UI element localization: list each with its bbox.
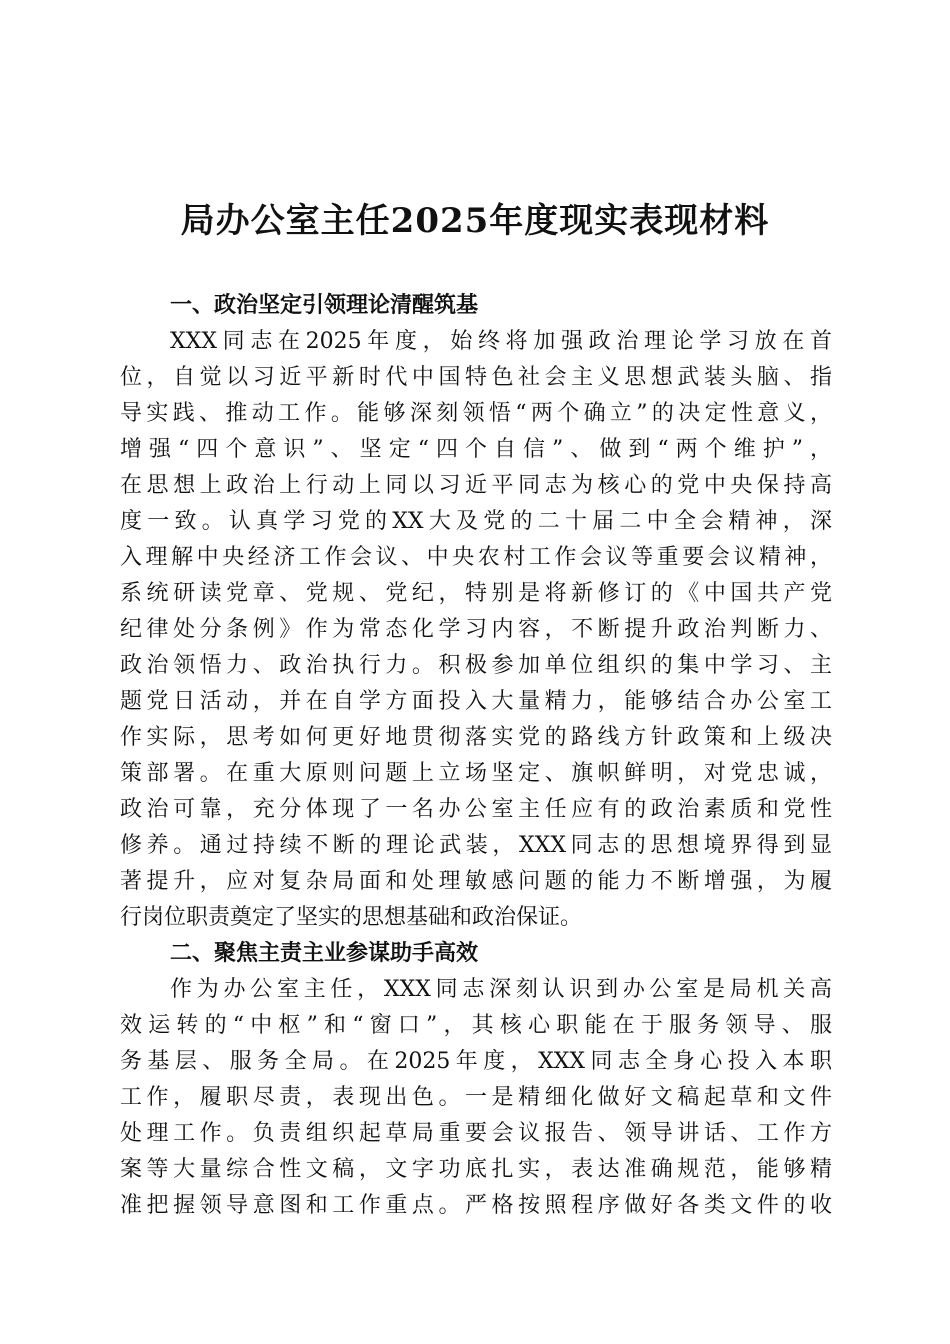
paragraph-line: 著提升，应对复杂局面和处理敏感问题的能力不断增强，为履 [120,869,832,894]
section-heading-duties: 二、聚焦主责主业参谋助手高效 [170,941,479,966]
paragraph-line: 度一致。认真学习党的XX大及党的二十届二中全会精神，深 [120,509,832,534]
document-title: 局办公室主任2025年度现实表现材料 [180,201,770,241]
section-paragraph-duties [120,972,832,1224]
paragraph-line: 策部署。在重大原则问题上立场坚定、旗帜鲜明，对党忠诚， [120,761,832,786]
paragraph-line: XXX同志在2025年度，始终将加强政治理论学习放在首 [170,329,832,354]
paragraph-line: 入理解中央经济工作会议、中央农村工作会议等重要会议精神， [120,545,832,570]
paragraph-line: 在思想上政治上行动上同以习近平同志为核心的党中央保持高 [120,473,832,498]
paragraph-line: 题党日活动，并在自学方面投入大量精力，能够结合办公室工 [120,689,832,714]
paragraph-line: 政治领悟力、政治执行力。积极参加单位组织的集中学习、主 [120,653,832,678]
paragraph-line: 系统研读党章、党规、党纪，特别是将新修订的《中国共产党 [120,581,832,606]
paragraph-line: 导实践、推动工作。能够深刻领悟“两个确立”的决定性意义， [120,401,832,426]
paragraph-line: 案等大量综合性文稿，文字功底扎实，表达准确规范，能够精 [120,1157,832,1182]
paragraph-line: 务基层、服务全局。在2025年度，XXX同志全身心投入本职 [120,1049,832,1074]
document-body [120,288,832,1224]
paragraph-line: 准把握领导意图和工作重点。严格按照程序做好各类文件的收 [120,1193,832,1218]
section-heading-political: 一、政治坚定引领理论清醒筑基 [170,293,479,318]
paragraph-line: 作为办公室主任，XXX同志深刻认识到办公室是局机关高 [170,977,832,1002]
paragraph-line: 行岗位职责奠定了坚实的思想基础和政治保证。 [120,905,583,930]
paragraph-line: 工作，履职尽责，表现出色。一是精细化做好文稿起草和文件 [120,1085,832,1110]
paragraph-line: 增强“四个意识”、坚定“四个自信”、做到“两个维护”， [120,437,832,462]
paragraph-line: 政治可靠，充分体现了一名办公室主任应有的政治素质和党性 [120,797,832,822]
paragraph-line: 纪律处分条例》作为常态化学习内容，不断提升政治判断力、 [120,617,832,642]
section-paragraph-political [120,324,832,936]
paragraph-line: 效运转的“中枢”和“窗口”，其核心职能在于服务领导、服 [120,1013,832,1038]
paragraph-line: 处理工作。负责组织起草局重要会议报告、领导讲话、工作方 [120,1121,832,1146]
paragraph-line: 作实际，思考如何更好地贯彻落实党的路线方针政策和上级决 [120,725,832,750]
paragraph-line: 位，自觉以习近平新时代中国特色社会主义思想武装头脑、指 [120,365,832,390]
paragraph-line: 修养。通过持续不断的理论武装，XXX同志的思想境界得到显 [120,833,832,858]
